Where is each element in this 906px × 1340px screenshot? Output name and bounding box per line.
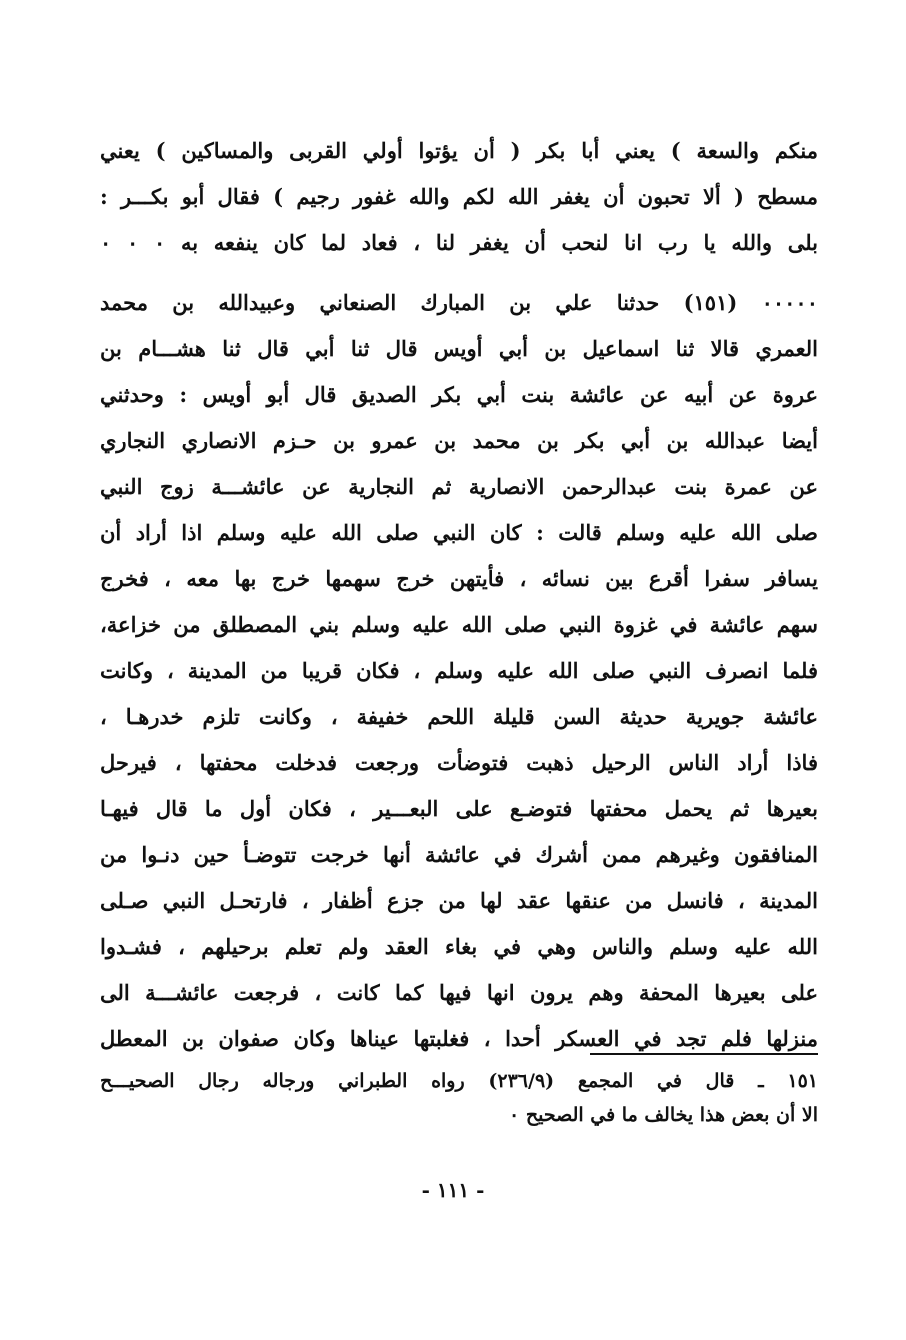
text-line: أيضا عبدالله بن أبي بكر بن محمد بن عمرو بن حـزم الانصاري النجاري [100, 428, 818, 453]
text-line: سهم عائشة في غزوة النبي صلى الله عليه وسلم بني المصطلق من خزاعة، [100, 612, 818, 637]
text-line: المنافقون وغيرهم ممن أشرك في عائشة أنها خرجت تتوضـأ حين دنـوا من [100, 842, 818, 867]
text-line: يسافر سفرا أقرع بين نسائه ، فأيتهن خرج سهمها خرج بها معه ، فخرج [100, 566, 818, 591]
text-line: ٠٠٠٠٠ (١٥١) حدثنا علي بن المبارك الصنعاني وعبيدالله بن محمد [100, 290, 818, 315]
text-line: المدينة ، فانسل من عنقها عقد لها من جزع أظفار ، فارتحـل النبي صـلى [100, 888, 818, 913]
text-line: العمري قالا ثنا اسماعيل بن أبي أويس قال ثنا أبي قال ثنا هشـــام بن [100, 336, 818, 361]
footnote-divider [590, 1053, 818, 1055]
text-line: فلما انصرف النبي صلى الله عليه وسلم ، فكان قريبا من المدينة ، وكانت [100, 658, 818, 683]
text-line: على بعيرها المحفة وهم يرون انها فيها كما كانت ، فرجعت عائشـــة الى [100, 980, 818, 1005]
text-line: منزلها فلم تجد في العسكر أحدا ، فغلبتها عيناها وكان صفوان بن المعطل [100, 1026, 818, 1051]
text-line: عن عمرة بنت عبدالرحمن الانصارية ثم النجارية عن عائشـــة زوج النبي [100, 474, 818, 499]
paragraph-gap [100, 266, 818, 280]
footnote-line: ١٥١ ـ قال في المجمع (٢٣٦/٩) رواه الطبراني ورجاله رجال الصحيـــح [100, 1070, 818, 1092]
text-line: عائشة جويرية حديثة السن قليلة اللحم خفيفة ، وكانت تلزم خدرهـا ، [100, 704, 818, 729]
text-line: منكم والسعة ) يعني أبا بكر ( أن يؤتوا أولي القربى والمساكين ) يعني [100, 138, 818, 163]
text-line: بعيرها ثم يحمل محفتها فتوضـع على البعـــير ، فكان أول ما قال فيهـا [100, 796, 818, 821]
text-line: صلى الله عليه وسلم قالت : كان النبي صلى الله عليه وسلم اذا أراد أن [100, 520, 818, 545]
text-line: الله عليه وسلم والناس وهي في بغاء العقد ولم تعلم برحيلهم ، فشـدوا [100, 934, 818, 959]
text-line: فاذا أراد الناس الرحيل ذهبت فتوضأت ورجعت فدخلت محفتها ، فيرحل [100, 750, 818, 775]
page-number: - ١١١ - [421, 1178, 485, 1202]
footnote-line: الا أن بعض هذا يخالف ما في الصحيح ٠ [509, 1104, 818, 1126]
main-text [100, 128, 818, 1062]
footnote [100, 1064, 818, 1132]
text-line: عروة عن أبيه عن عائشة بنت أبي بكر الصديق قال أبو أويس : وحدثني [100, 382, 818, 407]
text-line: مسطح ( ألا تحبون أن يغفر الله لكم والله غفور رجيم ) فقال أبو بكـــر : [100, 184, 818, 209]
text-line: بلى والله يا رب انا لنحب أن يغفر لنا ، فعاد لما كان ينفعه به ٠ ٠ ٠ [100, 230, 818, 255]
